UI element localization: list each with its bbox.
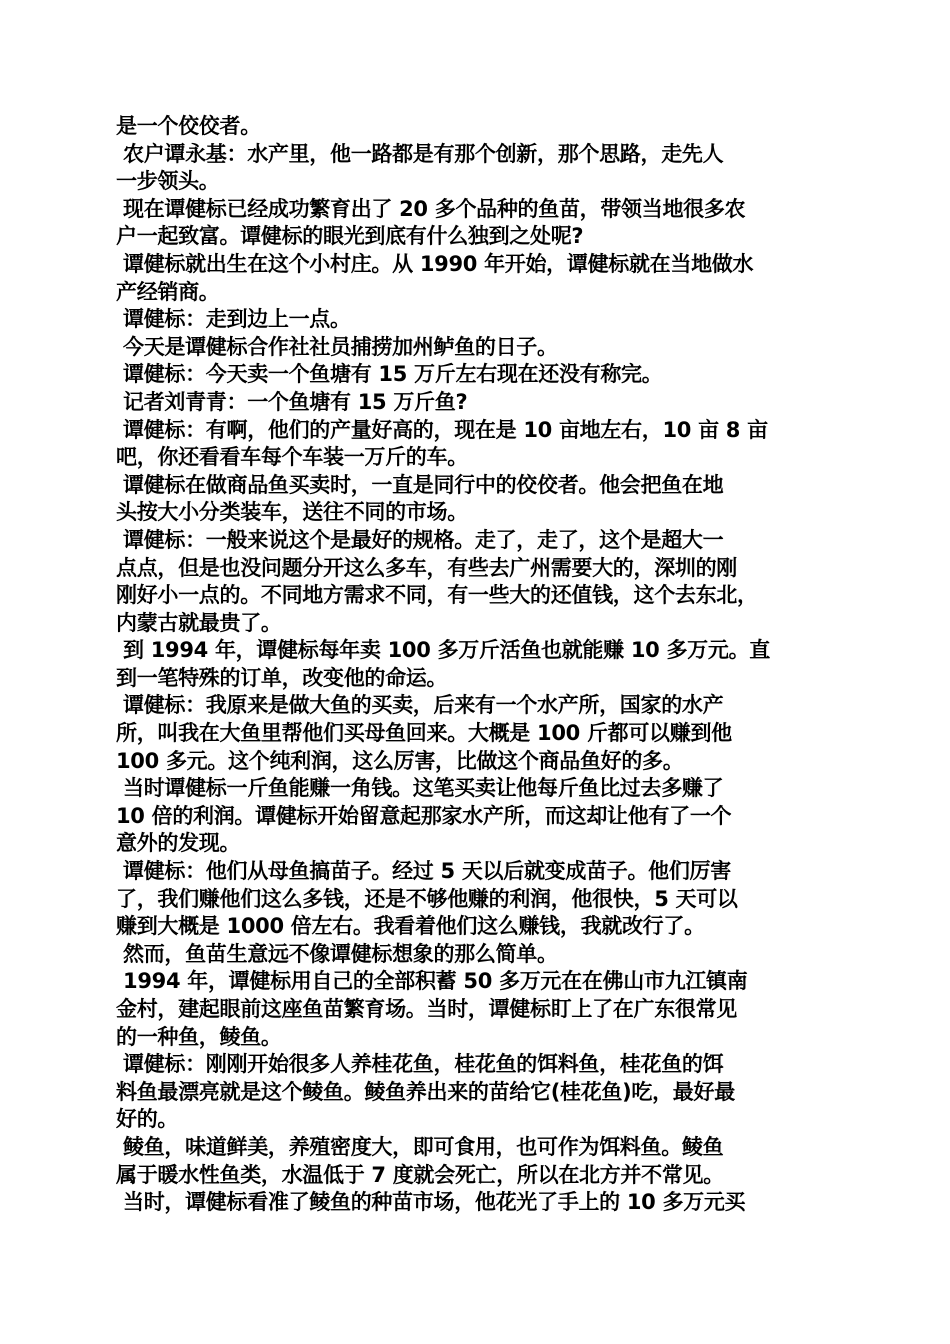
text-line: 料鱼最漂亮就是这个鲮鱼。鲮鱼养出来的苗给它(桂花鱼)吃，最好最 bbox=[116, 1079, 735, 1104]
text-line: 然而，鱼苗生意远不像谭健标想象的那么简单。 bbox=[116, 941, 558, 966]
text-line: 谭健标就出生在这个小村庄。从 1990 年开始，谭健标就在当地做水 bbox=[116, 251, 754, 276]
text-line: 意外的发现。 bbox=[116, 831, 241, 856]
text-line: 1994 年，谭健标用自己的全部积蓄 50 多万元在在佛山市九江镇南 bbox=[116, 969, 748, 994]
text-line: 所，叫我在大鱼里帮他们买母鱼回来。大概是 100 斤都可以赚到他 bbox=[116, 721, 732, 746]
document-body bbox=[116, 113, 846, 1217]
text-line: 刚好小一点的。不同地方需求不同，有一些大的还值钱，这个去东北， bbox=[116, 583, 758, 608]
text-line: 谭健标：有啊，他们的产量好高的，现在是 10 亩地左右，10 亩 8 亩 bbox=[116, 417, 768, 442]
text-line: 户一起致富。谭健标的眼光到底有什么独到之处呢? bbox=[116, 224, 584, 249]
text-line: 内蒙古就最贵了。 bbox=[116, 610, 282, 635]
text-line: 当时谭健标一斤鱼能赚一角钱。这笔买卖让他每斤鱼比过去多赚了 bbox=[116, 776, 724, 801]
text-line: 到 1994 年，谭健标每年卖 100 多万斤活鱼也就能赚 10 多万元。直 bbox=[116, 638, 770, 663]
text-line: 农户谭永基：水产里，他一路都是有那个创新，那个思路，走先人 bbox=[116, 141, 724, 166]
text-line: 谭健标：一般来说这个是最好的规格。走了，走了，这个是超大一 bbox=[116, 527, 724, 552]
text-line: 了，我们赚他们这么多钱，还是不够他赚的利润，他很快，5 天可以 bbox=[116, 886, 738, 911]
text-line: 100 多元。这个纯利润，这么厉害，比做这个商品鱼好的多。 bbox=[116, 748, 684, 773]
text-line: 点点，但是也没问题分开这么多车，有些去广州需要大的，深圳的刚 bbox=[116, 555, 737, 580]
text-line: 一步领头。 bbox=[116, 169, 220, 194]
text-line: 到一笔特殊的订单，改变他的命运。 bbox=[116, 665, 448, 690]
text-line: 产经销商。 bbox=[116, 279, 220, 304]
text-line: 的一种鱼，鲮鱼。 bbox=[116, 1024, 282, 1049]
text-line: 谭健标：走到边上一点。 bbox=[116, 307, 351, 332]
text-line: 今天是谭健标合作社社员捕捞加州鲈鱼的日子。 bbox=[116, 334, 558, 359]
text-line: 赚到大概是 1000 倍左右。我看着他们这么赚钱，我就改行了。 bbox=[116, 914, 705, 939]
text-line: 当时，谭健标看准了鲮鱼的种苗市场，他花光了手上的 10 多万元买 bbox=[116, 1190, 746, 1215]
text-line: 谭健标在做商品鱼买卖时，一直是同行中的佼佼者。他会把鱼在地 bbox=[116, 472, 724, 497]
text-line: 金村，建起眼前这座鱼苗繁育场。当时，谭健标盯上了在广东很常见 bbox=[116, 997, 737, 1021]
text-line: 谭健标：今天卖一个鱼塘有 15 万斤左右现在还没有称完。 bbox=[116, 362, 663, 387]
text-line: 10 倍的利润。谭健标开始留意起那家水产所，而这却让他有了一个 bbox=[116, 803, 732, 828]
text-line: 现在谭健标已经成功繁育出了 20 多个品种的鱼苗，带领当地很多农 bbox=[116, 196, 746, 221]
text-line: 鲮鱼，味道鲜美，养殖密度大，即可食用，也可作为饵料鱼。鲮鱼 bbox=[116, 1134, 724, 1159]
text-line: 好的。 bbox=[116, 1107, 179, 1132]
text-line: 记者刘青青：一个鱼塘有 15 万斤鱼? bbox=[116, 389, 468, 414]
text-line: 谭健标：他们从母鱼搞苗子。经过 5 天以后就变成苗子。他们厉害 bbox=[116, 859, 731, 884]
text-line: 头按大小分类装车，送往不同的市场。 bbox=[116, 500, 468, 525]
text-line: 吧，你还看看车每个车装一万斤的车。 bbox=[116, 445, 468, 470]
text-line: 是一个佼佼者。 bbox=[116, 114, 261, 138]
text-line: 属于暖水性鱼类，水温低于 7 度就会死亡，所以在北方并不常见。 bbox=[116, 1162, 724, 1187]
text-line: 谭健标：刚刚开始很多人养桂花鱼，桂花鱼的饵料鱼，桂花鱼的饵 bbox=[116, 1052, 724, 1077]
text-line: 谭健标：我原来是做大鱼的买卖，后来有一个水产所，国家的水产 bbox=[116, 693, 724, 718]
